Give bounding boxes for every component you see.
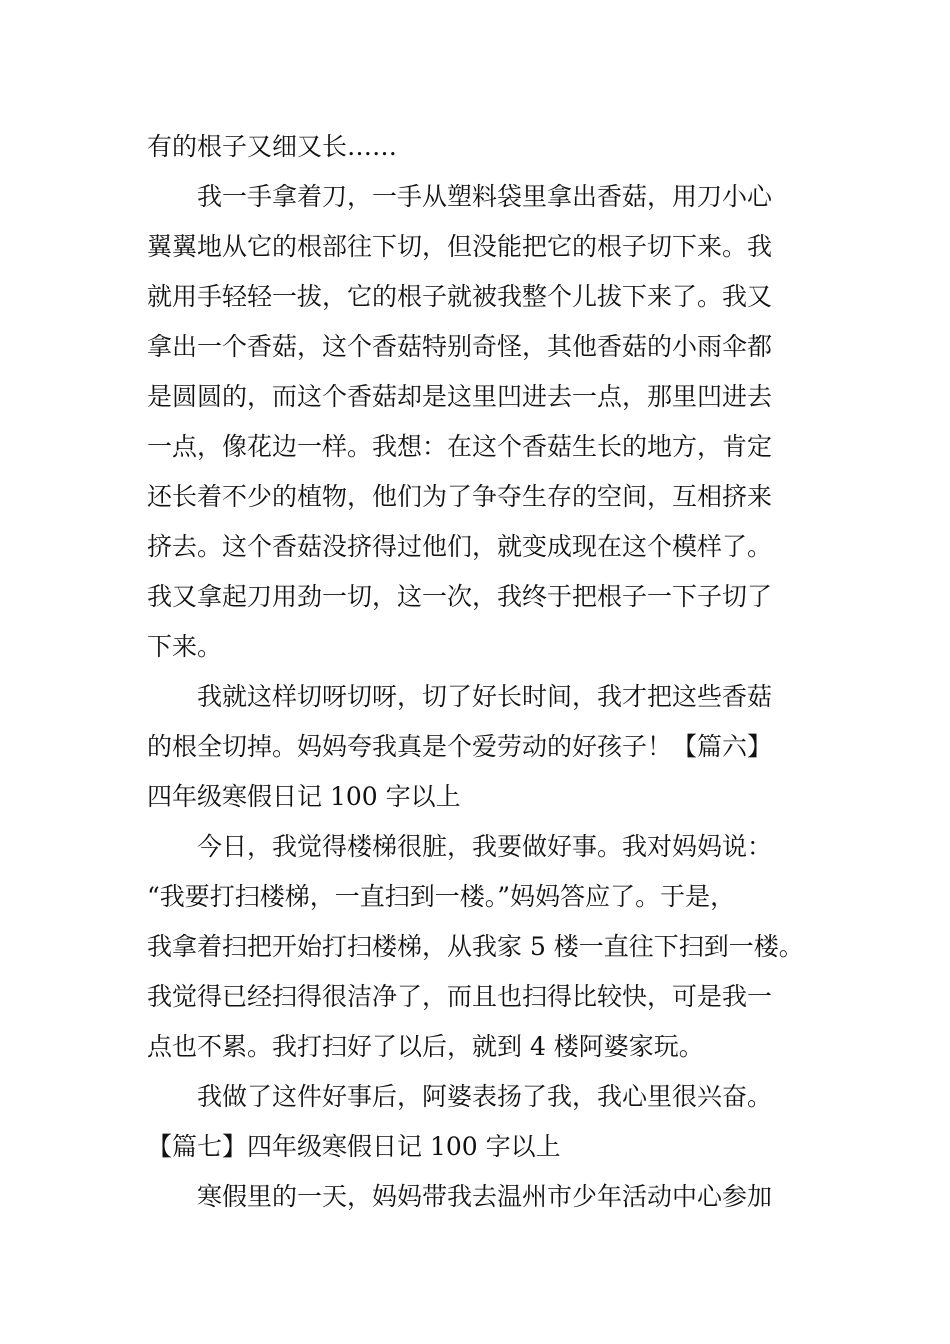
text-line: 是圆圆的，而这个香菇却是这里凹进去一点，那里凹进去 [147,382,773,411]
text-line: 还长着不少的植物，他们为了争夺生存的空间，互相挤来 [147,482,773,511]
text-line: 我做了这件好事后，阿婆表扬了我，我心里很兴奋。 [197,1082,773,1111]
text-line: 就用手轻轻一拔，它的根子就被我整个儿拔下来了。我又 [147,282,773,311]
text-line: 挤去。这个香菇没挤得过他们，就变成现在这个模样了。 [147,532,773,561]
text-line: 寒假里的一天，妈妈带我去温州市少年活动中心参加 [197,1182,773,1211]
text-line: 拿出一个香菇，这个香菇特别奇怪，其他香菇的小雨伞都 [147,332,773,361]
text-line: 点也不累。我打扫好了以后，就到 4 楼阿婆家玩。 [147,1032,704,1061]
text-line: 【篇七】四年级寒假日记 100 字以上 [147,1132,561,1161]
text-line: “我要打扫楼梯，一直扫到一楼。”妈妈答应了。于是， [147,882,736,911]
paragraph-6 [147,1172,809,1222]
text-line: 我觉得已经扫得很洁净了，而且也扫得比较快，可是我一 [147,982,773,1011]
paragraph-4 [147,822,809,1072]
text-line: 的根全切掉。妈妈夸我真是个爱劳动的好孩子！【篇六】 [147,732,773,761]
text-line: 一点，像花边一样。我想：在这个香菇生长的地方，肯定 [147,432,773,461]
text-line: 今日，我觉得楼梯很脏，我要做好事。我对妈妈说： [197,832,773,861]
text-line: 翼翼地从它的根部往下切，但没能把它的根子切下来。我 [147,232,773,261]
text-line: 我就这样切呀切呀，切了好长时间，我才把这些香菇 [197,682,773,711]
paragraph-1 [147,122,809,172]
text-line: 下来。 [147,632,223,661]
text-line: 四年级寒假日记 100 字以上 [147,782,461,811]
paragraph-5 [147,1072,809,1172]
text-line: 我又拿起刀用劲一切，这一次，我终于把根子一下子切了 [147,582,773,611]
text-line: 我一手拿着刀，一手从塑料袋里拿出香菇，用刀小心 [197,182,773,211]
document-page [147,122,809,1222]
paragraph-3 [147,672,809,822]
text-line: 有的根子又细又长…… [147,132,398,161]
paragraph-2 [147,172,809,672]
text-line: 我拿着扫把开始打扫楼梯，从我家 5 楼一直往下扫到一楼。 [147,932,804,961]
